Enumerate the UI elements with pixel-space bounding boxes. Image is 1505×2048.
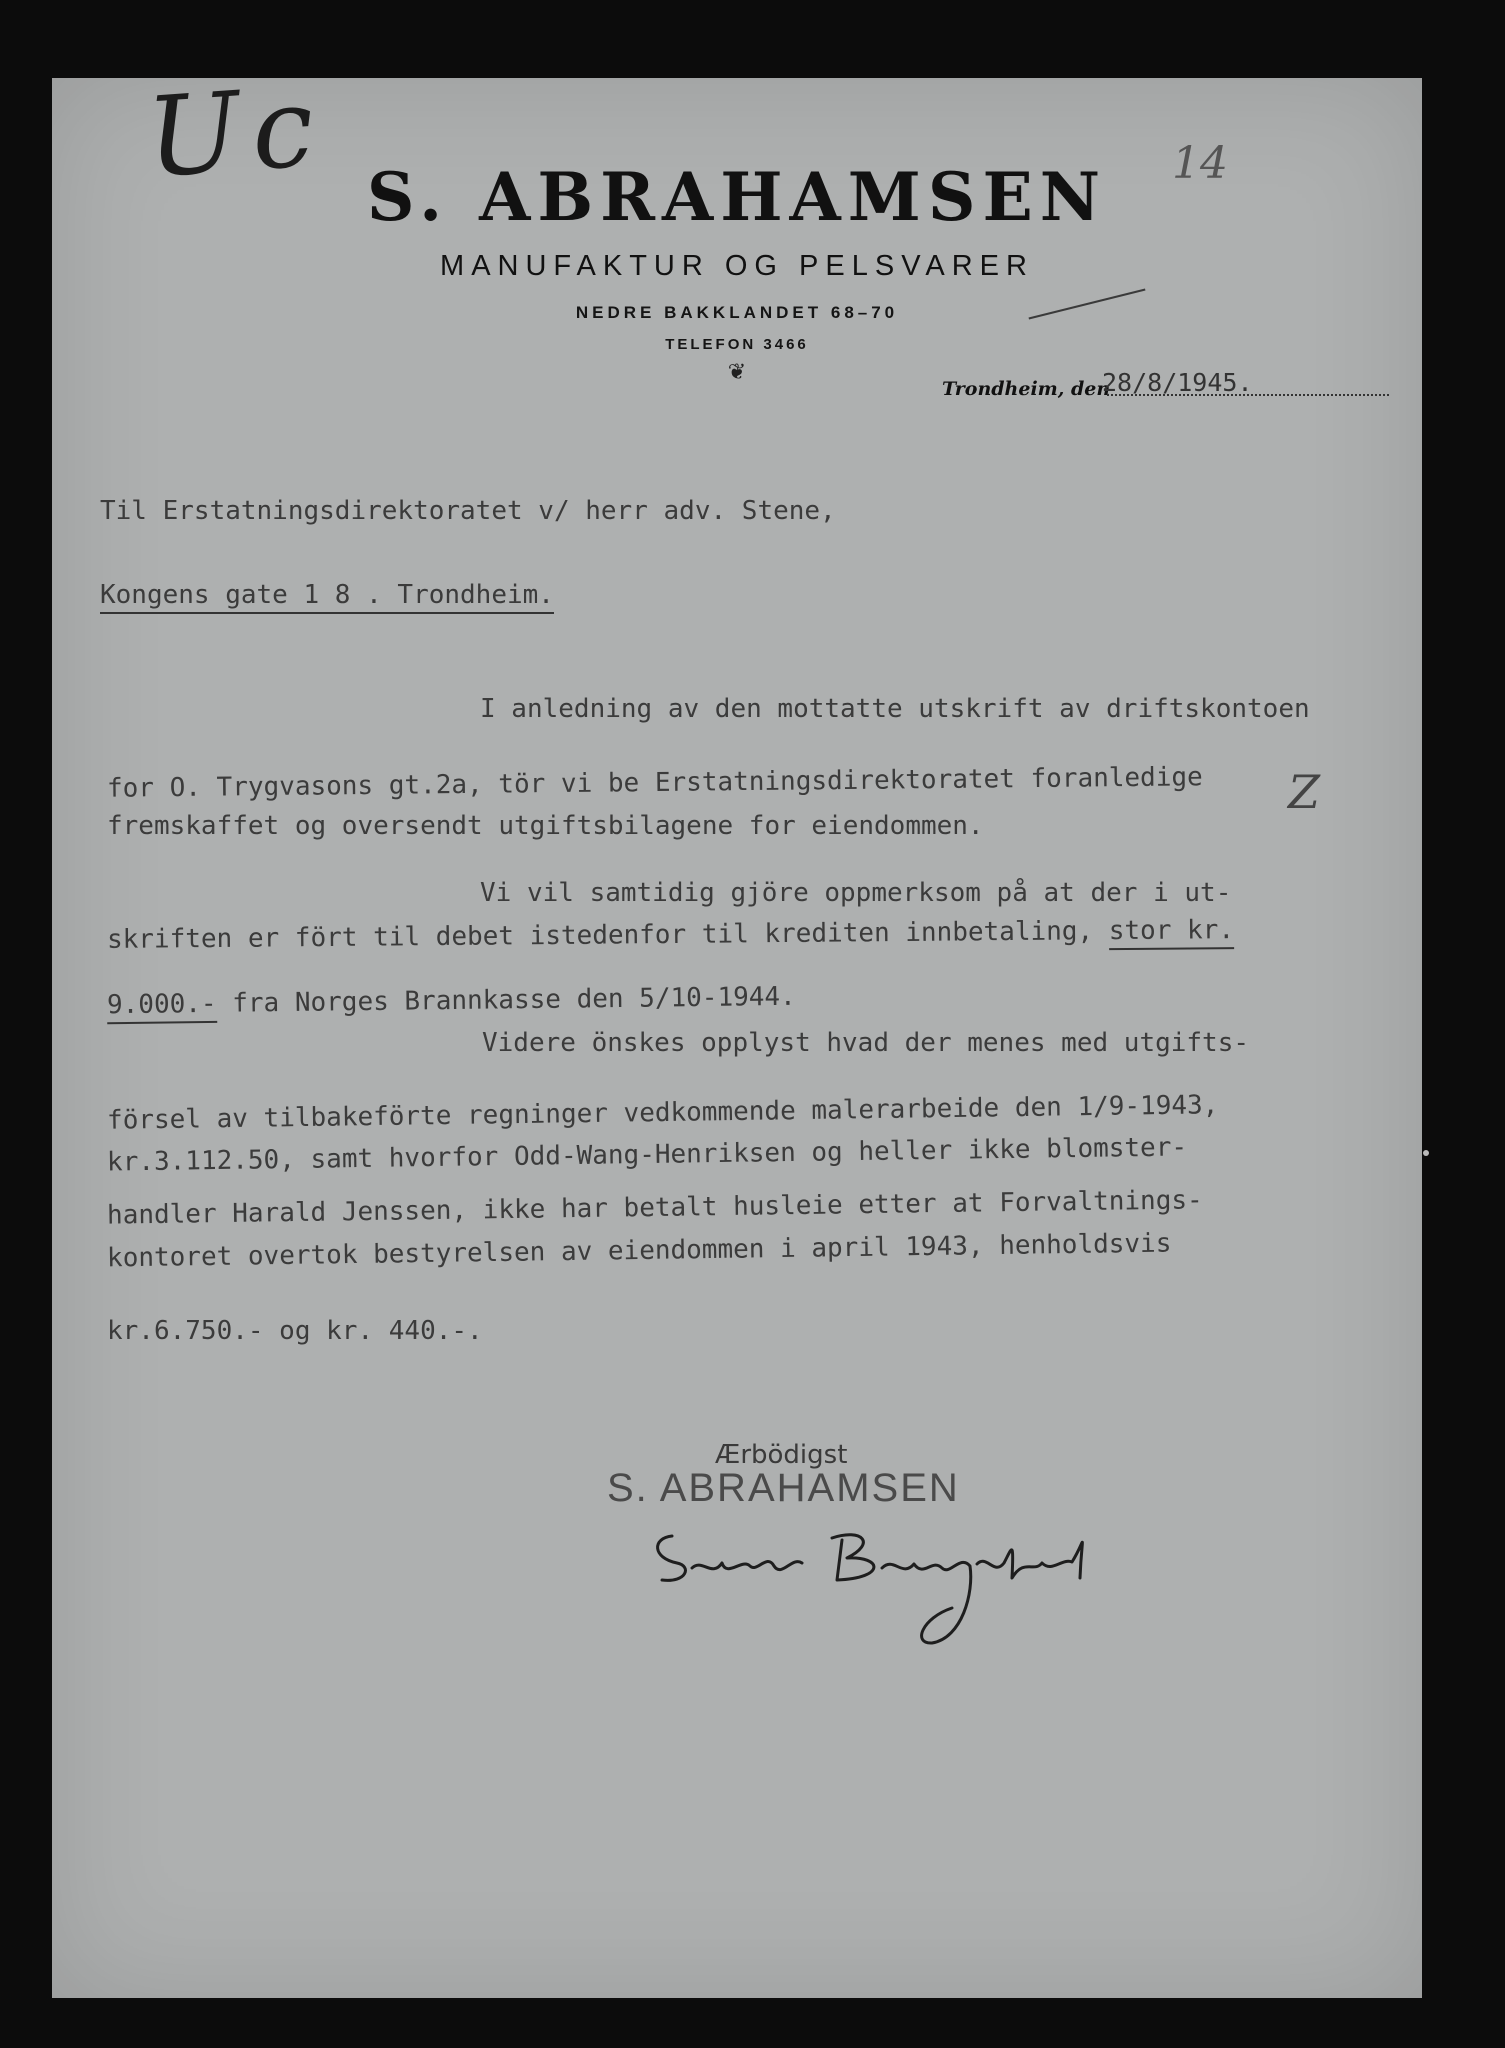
date-label: Trondheim, den [942, 378, 1111, 400]
underlined-amount-label: stor kr. [1109, 915, 1235, 950]
scan-artifact [1423, 1150, 1429, 1156]
letterhead-address: NEDRE BAKKLANDET 68–70 [575, 303, 899, 322]
body-line: kr.6.750.- og kr. 440.-. [107, 1316, 483, 1346]
body-text: skriften er fört til debet istedenfor til krediten innbetaling, [106, 916, 1094, 955]
handwritten-page-number: 14 [1172, 138, 1228, 189]
letterhead-telephone: TELEFON 3466 [665, 336, 809, 353]
company-stamp: S. ABRAHAMSEN [607, 1466, 960, 1510]
body-line: kr.3.112.50, samt hvorfor Odd-Wang-Henriksen og heller ikke blomster- [106, 1132, 1188, 1178]
body-line: försel av tilbakeförte regninger vedkommende malerarbeide den 1/9-1943, [106, 1090, 1219, 1136]
closing-salutation: Ærbödigst [715, 1440, 848, 1470]
body-line: Vi vil samtidig gjöre oppmerksom på at der i ut- [480, 878, 1232, 908]
body-line: handler Harald Jenssen, ikke har betalt husleie etter at Forvaltnings- [106, 1185, 1203, 1231]
body-line: Videre önskes opplyst hvad der menes med utgifts- [482, 1028, 1250, 1058]
date-dotted-line [1107, 394, 1389, 396]
body-line: for O. Trygvasons gt.2a, tör vi be Erstatningsdirektoratet foranledige [106, 762, 1203, 804]
date-value: 28/8/1945. [1102, 368, 1253, 397]
handwritten-signature [632, 1518, 1112, 1658]
ornament-icon: ❦ [727, 360, 747, 385]
recipient-line-2: Kongens gate 1 8 . Trondheim. [100, 580, 554, 614]
body-line: kontoret overtok bestyrelsen av eiendommen i april 1943, henholdsvis [106, 1228, 1172, 1274]
letterhead-company-name: S. ABRAHAMSEN [366, 158, 1108, 236]
body-line [107, 915, 1234, 955]
handwritten-mark-top-left: Uc [142, 61, 330, 203]
letterhead-subtitle: MANUFAKTUR OG PELSVARER [440, 250, 1034, 282]
body-line: fremskaffet og oversendt utgiftsbilagene for eiendommen. [107, 811, 984, 841]
recipient-line-1: Til Erstatningsdirektoratet v/ herr adv. Stene, [100, 496, 836, 526]
body-line: I anledning av den mottatte utskrift av driftskontoen [480, 694, 1310, 724]
underlined-amount: 9.000.- [107, 989, 217, 1024]
body-text: fra Norges Brannkasse den 5/10-1944. [232, 981, 796, 1019]
letter-page [52, 61, 1422, 1998]
body-line [107, 982, 796, 1020]
handwritten-margin-mark: Z [1288, 765, 1320, 819]
